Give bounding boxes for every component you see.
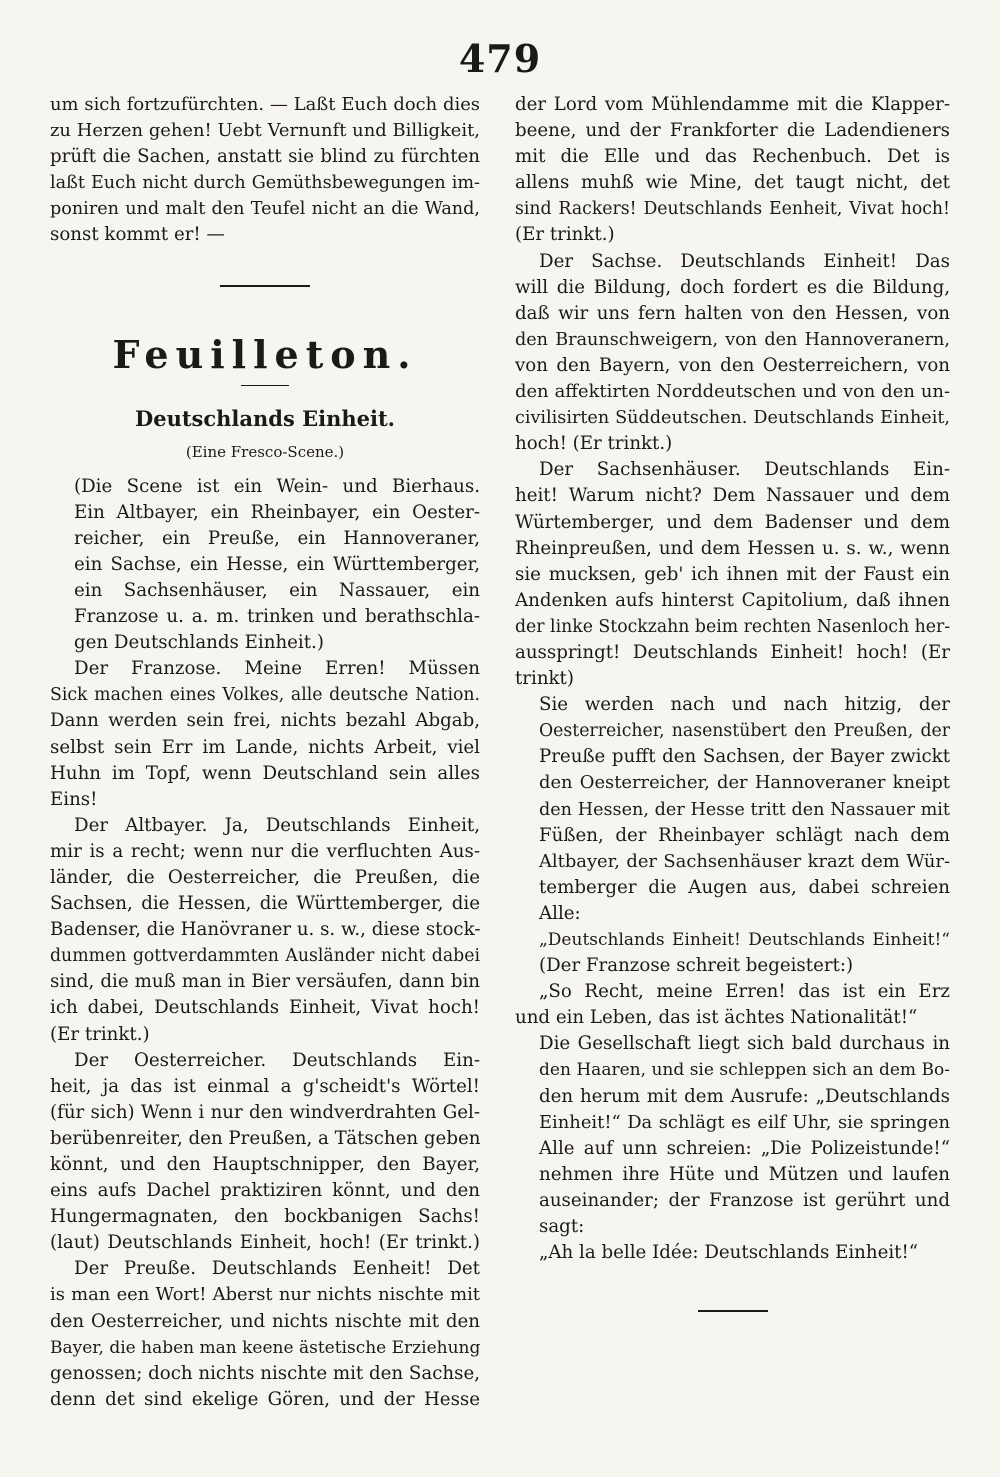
text-line: „So Recht, meine Erren! das ist ein Erz	[539, 981, 950, 1003]
text-line: sonst kommt er! —	[50, 224, 225, 246]
dialogue-sachsenhaeuser	[515, 457, 950, 692]
text-line: den herum mit dem Ausrufe: „Deutschlands	[539, 1085, 950, 1107]
text-line: (für sich) Wenn i nur den windverdrahten Gel-	[50, 1101, 480, 1123]
franzose-exclamation	[515, 979, 950, 1031]
left-column	[50, 92, 480, 1413]
text-line: Sie werden nach und nach hitzig, der	[539, 694, 950, 716]
text-line: den Haaren, und sie schleppen sich an dem Bo-	[539, 1060, 950, 1081]
stage-direction-brawl	[515, 692, 950, 927]
text-line: ein Sachsenhäuser, ein Nassauer, ein	[74, 579, 480, 601]
text-line: denn det sind ekelige Gören, und der Hesse	[50, 1388, 480, 1410]
stage-direction-finale	[515, 1031, 950, 1240]
text-line: Andenken aufs hinterst Capitolium, daß ihnen	[515, 589, 950, 611]
text-line: trinkt)	[515, 668, 574, 690]
text-line: Würtemberger, und dem Badenser und dem	[515, 511, 950, 533]
text-line: Der Preuße. Deutschlands Eenheit! Det	[74, 1258, 480, 1280]
text-line: eins aufs Dachel praktiziren könnt, und den	[50, 1180, 480, 1202]
text-line: sind, die muß man in Bier versäufen, dann bin	[50, 971, 480, 993]
text-line: genossen; doch nichts nischte mit den Sachse,	[50, 1362, 480, 1384]
text-line: Der Sachsenhäuser. Deutschlands Ein-	[539, 459, 950, 481]
text-line: selbst sein Err im Lande, nichts Arbeit, viel	[50, 736, 480, 758]
text-line: sagt:	[539, 1216, 585, 1238]
dialogue-preusse-continued	[515, 92, 950, 249]
text-line: Der Franzose. Meine Erren! Müssen	[74, 658, 480, 680]
scene-description	[50, 474, 480, 657]
text-line: ein Sachse, ein Hesse, ein Württemberger,	[74, 553, 480, 575]
text-line: Huhn im Topf, wenn Deutschland sein alles	[50, 762, 480, 784]
text-line: (Er trinkt.)	[515, 224, 615, 246]
text-line: den affektirten Norddeutschen und von den un-	[515, 381, 950, 403]
text-line: daß wir uns fern halten von den Hessen, von	[515, 302, 950, 324]
text-line: Ein Altbayer, ein Rheinbayer, ein Oester-	[74, 501, 480, 523]
text-line: sie mucksen, geb' ich ihnen mit der Faust ein	[515, 563, 950, 585]
text-line: hoch! (Er trinkt.)	[515, 433, 673, 455]
text-line: mit die Elle und das Rechenbuch. Det is	[515, 146, 950, 168]
text-line: dummen gottverdammten Ausländer nicht dabei	[50, 946, 480, 967]
text-line: Der Oesterreicher. Deutschlands Ein-	[74, 1049, 480, 1071]
text-line: allens muhß wie Mine, det taugt nicht, det	[515, 172, 950, 194]
text-line: (laut) Deutschlands Einheit, hoch! (Er trinkt.)	[50, 1232, 480, 1254]
title-divider	[241, 385, 289, 386]
dialogue-oesterreicher	[50, 1048, 480, 1257]
text-line: Rheinpreußen, und dem Hessen u. s. w., wenn	[515, 537, 950, 559]
text-line: „Deutschlands Einheit! Deutschlands Einheit!“	[539, 930, 950, 950]
text-line: Hungermagnaten, den bockbanigen Sachs!	[50, 1206, 480, 1228]
text-line: (Die Scene ist ein Wein- und Bierhaus.	[74, 475, 480, 497]
page-number: 479	[458, 36, 542, 81]
text-line: mir is a recht; wenn nur die verfluchten Aus-	[50, 840, 480, 862]
text-line: zu Herzen gehen! Uebt Vernunft und Billigkeit,	[50, 120, 480, 142]
text-line: Sachsen, die Hessen, die Württemberger, die	[50, 893, 480, 915]
text-line: von den Bayern, von den Oesterreichern, von	[515, 354, 950, 376]
text-line: sind Rackers! Deutschlands Eenheit, Vivat hoch!	[515, 199, 950, 220]
text-line: is man een Wort! Aberst nur nichts nischte mit	[50, 1284, 480, 1306]
section-divider	[220, 285, 310, 287]
text-line: Oesterreicher, nasenstübert den Preußen, der	[539, 721, 950, 742]
text-line: heit, ja das ist einmal a g'scheidt's Wörtel!	[50, 1075, 480, 1097]
text-line: der Lord vom Mühlendamme mit die Klapper-	[515, 94, 950, 115]
text-line: prüft die Sachen, anstatt sie blind zu fürchten	[50, 146, 480, 168]
text-line: Dann werden sein frei, nichts bezahl Abgab,	[50, 710, 480, 732]
text-line: Altbayer, der Sachsenhäuser krazt dem Wür-	[539, 850, 950, 872]
text-line: Alle:	[539, 902, 581, 924]
text-line: den Hessen, der Hesse tritt den Nassauer mit	[539, 799, 950, 820]
text-line: den Oesterreicher, und nichts nischte mit den	[50, 1310, 480, 1332]
text-line: ich dabei, Deutschlands Einheit, Vivat hoch!	[50, 997, 480, 1019]
text-line: Sick machen eines Volkes, alle deutsche Nation.	[50, 685, 480, 706]
chorus-exclamation	[515, 927, 950, 979]
dialogue-altbayer	[50, 813, 480, 1048]
text-line: reicher, ein Preuße, ein Hannoveraner,	[74, 527, 480, 549]
article-end-divider	[698, 1310, 768, 1312]
text-line: Preuße pufft den Sachsen, der Bayer zwickt	[539, 746, 950, 768]
text-line: Eins!	[50, 788, 98, 810]
article-subheadline: (Eine Fresco-Scene.)	[185, 442, 345, 461]
text-line: Die Gesellschaft liegt sich bald durchaus in	[539, 1033, 950, 1055]
closing-quote	[515, 1240, 950, 1266]
text-line: Alle auf unn schreien: „Die Polizeistunde!“	[539, 1137, 950, 1159]
text-line: auseinander; der Franzose ist gerührt und	[539, 1189, 950, 1211]
text-line: Der Sachse. Deutschlands Einheit! Das	[539, 250, 950, 272]
dialogue-preusse	[50, 1256, 480, 1413]
text-line: poniren und malt den Teufel nicht an die Wand,	[50, 199, 480, 220]
section-title: Feuilleton.	[112, 331, 418, 377]
text-line: „Ah la belle Idée: Deutschlands Einheit!“	[539, 1242, 919, 1264]
text-line: heit! Warum nicht? Dem Nassauer und dem	[515, 485, 950, 507]
closing-paragraph	[50, 92, 480, 249]
text-line: den Braunschweigern, von den Hannoveranern,	[515, 329, 950, 350]
right-column	[515, 92, 950, 1312]
dialogue-franzose	[50, 656, 480, 813]
text-line: temberger die Augen aus, dabei schreien	[539, 876, 950, 898]
text-line: berübenreiter, den Preußen, a Tätschen geben	[50, 1127, 480, 1149]
text-line: will die Bildung, doch fordert es die Bildung,	[515, 276, 950, 298]
text-line: Badenser, die Hanövraner u. s. w., diese stock-	[50, 919, 480, 941]
text-line: Franzose u. a. m. trinken und berathschla-	[74, 606, 480, 628]
text-line: und ein Leben, das ist ächtes Nationalität!“	[515, 1007, 918, 1029]
text-line: könnt, und den Hauptschnipper, den Bayer,	[50, 1154, 480, 1175]
text-line: nehmen ihre Hüte und Mützen und laufen	[539, 1163, 950, 1185]
text-line: ausspringt! Deutschlands Einheit! hoch! (Er	[515, 641, 950, 663]
text-line: länder, die Oesterreicher, die Preußen, die	[50, 866, 480, 888]
text-line: civilisirten Süddeutschen. Deutschlands Einheit,	[515, 408, 950, 429]
text-line: Bayer, die haben man keene ästetische Erziehung	[50, 1337, 480, 1358]
text-line: beene, und der Frankforter die Ladendieners	[515, 120, 950, 142]
text-line: den Oesterreicher, der Hannoveraner kneipt	[539, 772, 950, 794]
text-line: (Der Franzose schreit begeistert:)	[539, 955, 854, 977]
dialogue-sachse	[515, 249, 950, 458]
text-line: Der Altbayer. Ja, Deutschlands Einheit,	[74, 814, 480, 836]
text-line: Füßen, der Rheinbayer schlägt nach dem	[539, 824, 950, 846]
text-line: der linke Stockzahn beim rechten Nasenloch her-	[515, 616, 950, 637]
text-line: gen Deutschlands Einheit.)	[74, 632, 324, 654]
text-line: Einheit!“ Da schlägt es eilf Uhr, sie springen	[539, 1111, 950, 1133]
text-line: (Er trinkt.)	[50, 1023, 150, 1045]
article-headline: Deutschlands Einheit.	[135, 405, 395, 431]
text-line: laßt Euch nicht durch Gemüthsbewegungen im-	[50, 173, 480, 194]
text-line: um sich fortzufürchten. — Laßt Euch doch dies	[50, 94, 480, 115]
